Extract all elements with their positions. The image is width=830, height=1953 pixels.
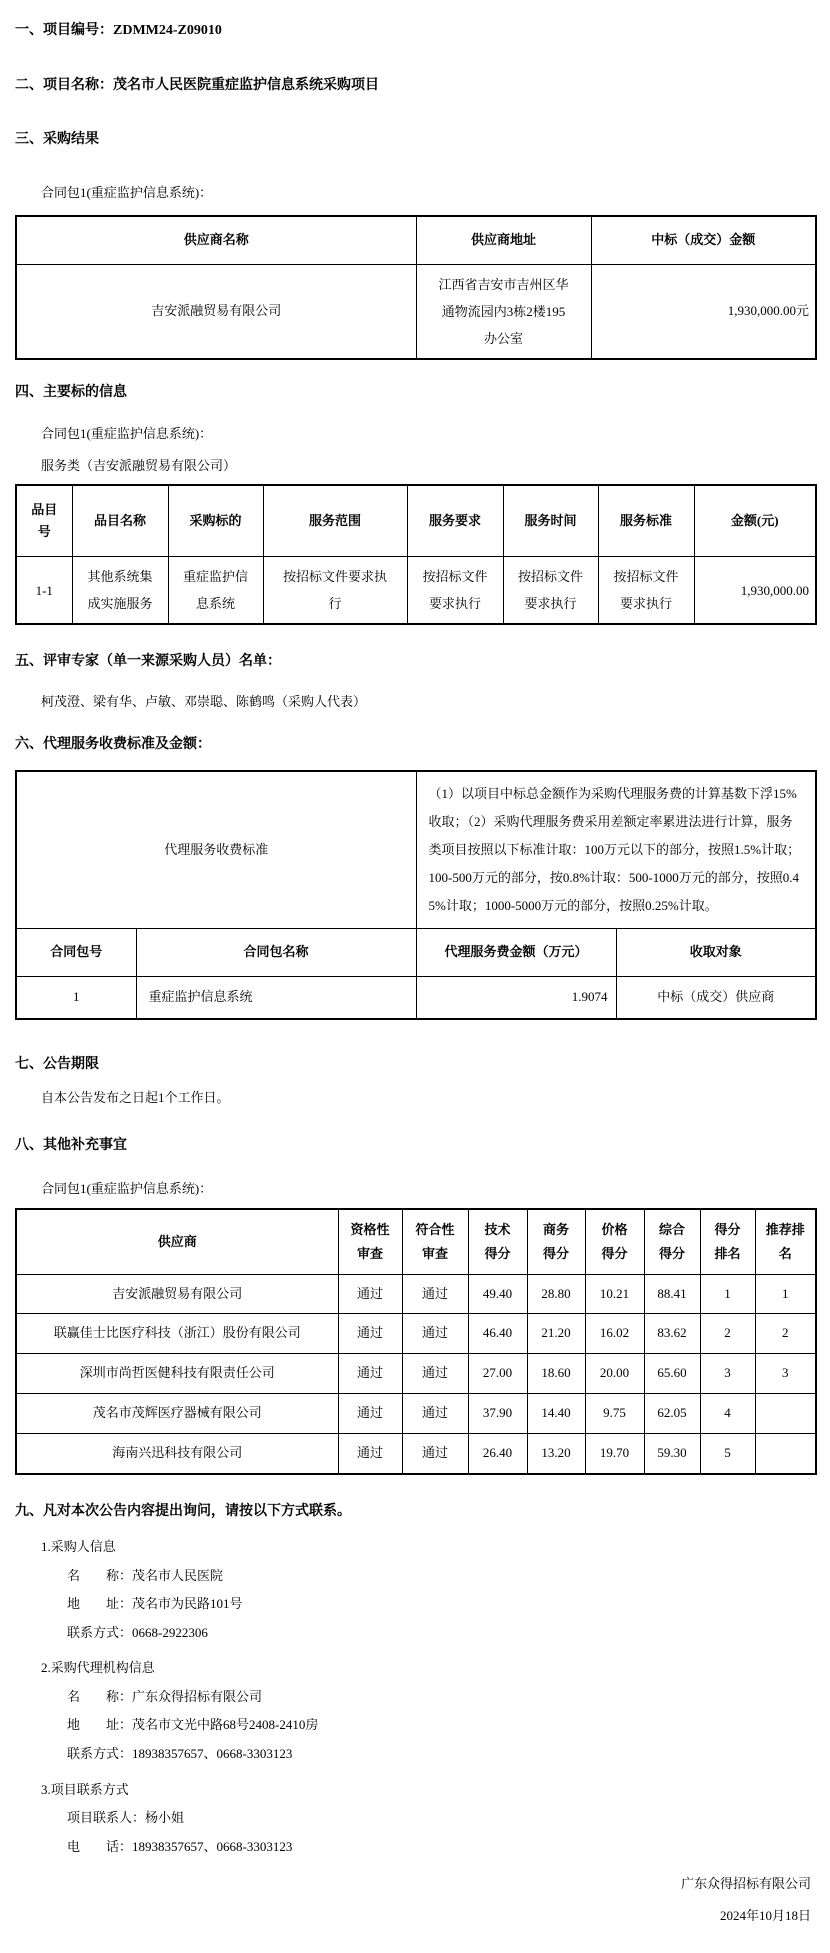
cell-award-amount: 1,930,000.00元 xyxy=(591,264,816,359)
cell-conformity-review: 通过 xyxy=(402,1314,468,1354)
project-contact-person: 项目联系人：杨小姐 xyxy=(67,1810,185,1826)
cell-score-rank: 4 xyxy=(700,1394,755,1434)
cell-technical-score: 26.40 xyxy=(468,1433,527,1473)
purchaser-name: 名 称：茂名市人民医院 xyxy=(67,1567,224,1583)
col-package-no: 合同包号 xyxy=(16,928,136,976)
cell-supplier-address: 江西省吉安市吉州区华通物流园内3栋2楼195办公室 xyxy=(416,264,591,359)
cell-total-score: 88.41 xyxy=(644,1274,700,1314)
experts-list: 柯茂澄、梁有华、卢敏、邓崇聪、陈鹤鸣（采购人代表） xyxy=(41,693,367,709)
cell-service-time: 按招标文件要求执行 xyxy=(503,557,598,625)
service-category-label: 服务类（吉安派融贸易有限公司） xyxy=(41,457,237,473)
cell-fee-amount: 1.9074 xyxy=(416,976,616,1018)
cell-supplier-name: 吉安派融贸易有限公司 xyxy=(16,264,416,359)
review-table-row xyxy=(16,1394,816,1434)
subject-table-row xyxy=(16,557,816,625)
col-award-amount: 中标（成交）金额 xyxy=(591,216,816,264)
fee-table-header-row xyxy=(16,928,816,976)
footer-company: 广东众得招标有限公司 xyxy=(680,1876,811,1892)
col-service-requirement: 服务要求 xyxy=(407,485,503,557)
section-heading-notice-period: 七、公告期限 xyxy=(15,1056,99,1072)
col-qualification-review: 资格性审查 xyxy=(338,1209,402,1275)
col-business-score: 商务得分 xyxy=(527,1209,585,1275)
agency-fee-table xyxy=(15,770,817,1020)
footer-date: 2024年10月18日 xyxy=(719,1908,811,1924)
review-table-row xyxy=(16,1274,816,1314)
col-service-time: 服务时间 xyxy=(503,485,598,557)
agency-address: 地 址：茂名市文光中路68号2408-2410房 xyxy=(67,1717,319,1733)
cell-package-name: 重症监护信息系统 xyxy=(136,976,416,1018)
cell-price-score: 16.02 xyxy=(585,1314,644,1354)
result-table-header-row xyxy=(16,216,816,264)
col-score-rank: 得分排名 xyxy=(700,1209,755,1275)
cell-business-score: 21.20 xyxy=(527,1314,585,1354)
cell-price-score: 19.70 xyxy=(585,1433,644,1473)
cell-supplier: 深圳市尚哲医健科技有限责任公司 xyxy=(16,1354,338,1394)
col-fee-amount: 代理服务费金额（万元） xyxy=(416,928,616,976)
col-recommend-rank: 推荐排名 xyxy=(755,1209,816,1275)
cell-conformity-review: 通过 xyxy=(402,1394,468,1434)
subject-table xyxy=(15,484,817,625)
cell-qualification-review: 通过 xyxy=(338,1394,402,1434)
cell-recommend-rank: 3 xyxy=(755,1354,816,1394)
cell-qualification-review: 通过 xyxy=(338,1354,402,1394)
section-heading-procurement-result: 三、采购结果 xyxy=(15,132,99,147)
cell-item-no: 1-1 xyxy=(16,557,72,625)
cell-supplier: 联赢佳士比医疗科技（浙江）股份有限公司 xyxy=(16,1314,338,1354)
cell-procurement-target: 重症监护信息系统 xyxy=(168,557,263,625)
review-table-row xyxy=(16,1354,816,1394)
cell-amount-yuan: 1,930,000.00 xyxy=(694,557,816,625)
col-amount-yuan: 金额(元) xyxy=(694,485,816,557)
cell-price-score: 20.00 xyxy=(585,1354,644,1394)
fee-table-row xyxy=(16,976,816,1018)
section-heading-main-subject: 四、主要标的信息 xyxy=(15,384,127,400)
col-supplier-name: 供应商名称 xyxy=(16,216,416,264)
section-heading-experts: 五、评审专家（单一来源采购人员）名单： xyxy=(15,654,281,670)
cell-supplier: 吉安派融贸易有限公司 xyxy=(16,1274,338,1314)
purchaser-info-title: 1.采购人信息 xyxy=(41,1539,116,1555)
col-supplier: 供应商 xyxy=(16,1209,338,1275)
agency-name: 名 称：广东众得招标有限公司 xyxy=(67,1688,263,1704)
cell-score-rank: 5 xyxy=(700,1433,755,1473)
cell-service-requirement: 按招标文件要求执行 xyxy=(407,557,503,625)
cell-supplier: 茂名市茂辉医疗器械有限公司 xyxy=(16,1394,338,1434)
cell-recommend-rank xyxy=(755,1433,816,1473)
cell-total-score: 65.60 xyxy=(644,1354,700,1394)
cell-fee-payer: 中标（成交）供应商 xyxy=(616,976,816,1018)
cell-package-no: 1 xyxy=(16,976,136,1018)
col-price-score: 价格得分 xyxy=(585,1209,644,1275)
cell-qualification-review: 通过 xyxy=(338,1314,402,1354)
cell-fee-standard-text: （1）以项目中标总金额作为采购代理服务费的计算基数下浮15%收取；（2）采购代理服务费采用差额定率累进法进行计算，服务类项目按照以下标准计取：100万元以下的部分，按照1.5%计取；100-500万元的部分，按0.8%计取：500-1000万元的部分，按照0.45%计取；1000-5000万元的部分，按照0.25%计取。 xyxy=(416,771,816,929)
review-table-header-row xyxy=(16,1209,816,1275)
project-contact-title: 3.项目联系方式 xyxy=(41,1781,129,1797)
col-item-name: 品目名称 xyxy=(72,485,168,557)
subject-table-header-row xyxy=(16,485,816,557)
col-package-name: 合同包名称 xyxy=(136,928,416,976)
notice-period-text: 自本公告发布之日起1个工作日。 xyxy=(41,1090,230,1106)
section-heading-project-number: 一、项目编号：ZDMM24-Z09010 xyxy=(15,23,222,38)
cell-business-score: 14.40 xyxy=(527,1394,585,1434)
project-contact-phone: 电 话：18938357657、0668-3303123 xyxy=(67,1838,293,1854)
cell-qualification-review: 通过 xyxy=(338,1274,402,1314)
col-fee-payer: 收取对象 xyxy=(616,928,816,976)
review-table xyxy=(15,1208,817,1475)
cell-score-rank: 3 xyxy=(700,1354,755,1394)
col-supplier-address: 供应商地址 xyxy=(416,216,591,264)
cell-price-score: 10.21 xyxy=(585,1274,644,1314)
section-heading-supplementary: 八、其他补充事宜 xyxy=(15,1137,127,1153)
purchaser-address: 地 址：茂名市为民路101号 xyxy=(67,1596,243,1612)
cell-conformity-review: 通过 xyxy=(402,1433,468,1473)
cell-total-score: 59.30 xyxy=(644,1433,700,1473)
section-heading-contact: 九、凡对本次公告内容提出询问，请按以下方式联系。 xyxy=(15,1503,351,1519)
result-table xyxy=(15,215,817,360)
cell-business-score: 28.80 xyxy=(527,1274,585,1314)
cell-recommend-rank xyxy=(755,1394,816,1434)
package-label-supplementary: 合同包1(重症监护信息系统)： xyxy=(41,1181,213,1197)
cell-service-scope: 按招标文件要求执行 xyxy=(263,557,407,625)
cell-total-score: 62.05 xyxy=(644,1394,700,1434)
cell-business-score: 18.60 xyxy=(527,1354,585,1394)
cell-recommend-rank: 2 xyxy=(755,1314,816,1354)
purchaser-phone: 联系方式：0668-2922306 xyxy=(67,1624,208,1640)
cell-total-score: 83.62 xyxy=(644,1314,700,1354)
package-label-subject: 合同包1(重症监护信息系统)： xyxy=(41,426,213,442)
cell-technical-score: 27.00 xyxy=(468,1354,527,1394)
cell-item-name: 其他系统集成实施服务 xyxy=(72,557,168,625)
cell-technical-score: 46.40 xyxy=(468,1314,527,1354)
cell-business-score: 13.20 xyxy=(527,1433,585,1473)
col-procurement-target: 采购标的 xyxy=(168,485,263,557)
col-service-standard: 服务标准 xyxy=(598,485,694,557)
col-service-scope: 服务范围 xyxy=(263,485,407,557)
section-heading-agency-fee: 六、代理服务收费标准及金额： xyxy=(15,737,211,753)
cell-technical-score: 37.90 xyxy=(468,1394,527,1434)
cell-technical-score: 49.40 xyxy=(468,1274,527,1314)
col-conformity-review: 符合性审查 xyxy=(402,1209,468,1275)
col-technical-score: 技术得分 xyxy=(468,1209,527,1275)
cell-qualification-review: 通过 xyxy=(338,1433,402,1473)
fee-standard-row xyxy=(16,771,816,929)
cell-recommend-rank: 1 xyxy=(755,1274,816,1314)
cell-conformity-review: 通过 xyxy=(402,1274,468,1314)
agency-info-title: 2.采购代理机构信息 xyxy=(41,1660,155,1676)
cell-service-standard: 按招标文件要求执行 xyxy=(598,557,694,625)
cell-score-rank: 2 xyxy=(700,1314,755,1354)
cell-supplier: 海南兴迅科技有限公司 xyxy=(16,1433,338,1473)
cell-conformity-review: 通过 xyxy=(402,1354,468,1394)
section-heading-project-name: 二、项目名称：茂名市人民医院重症监护信息系统采购项目 xyxy=(15,77,379,93)
cell-price-score: 9.75 xyxy=(585,1394,644,1434)
agency-phone: 联系方式：18938357657、0668-3303123 xyxy=(67,1745,293,1761)
cell-score-rank: 1 xyxy=(700,1274,755,1314)
review-table-row xyxy=(16,1433,816,1473)
cell-fee-standard-label: 代理服务收费标准 xyxy=(16,771,416,929)
col-item-no: 品目号 xyxy=(16,485,72,557)
review-table-row xyxy=(16,1314,816,1354)
package-label-result: 合同包1(重症监护信息系统)： xyxy=(41,184,213,200)
result-table-row xyxy=(16,264,816,359)
col-total-score: 综合得分 xyxy=(644,1209,700,1275)
